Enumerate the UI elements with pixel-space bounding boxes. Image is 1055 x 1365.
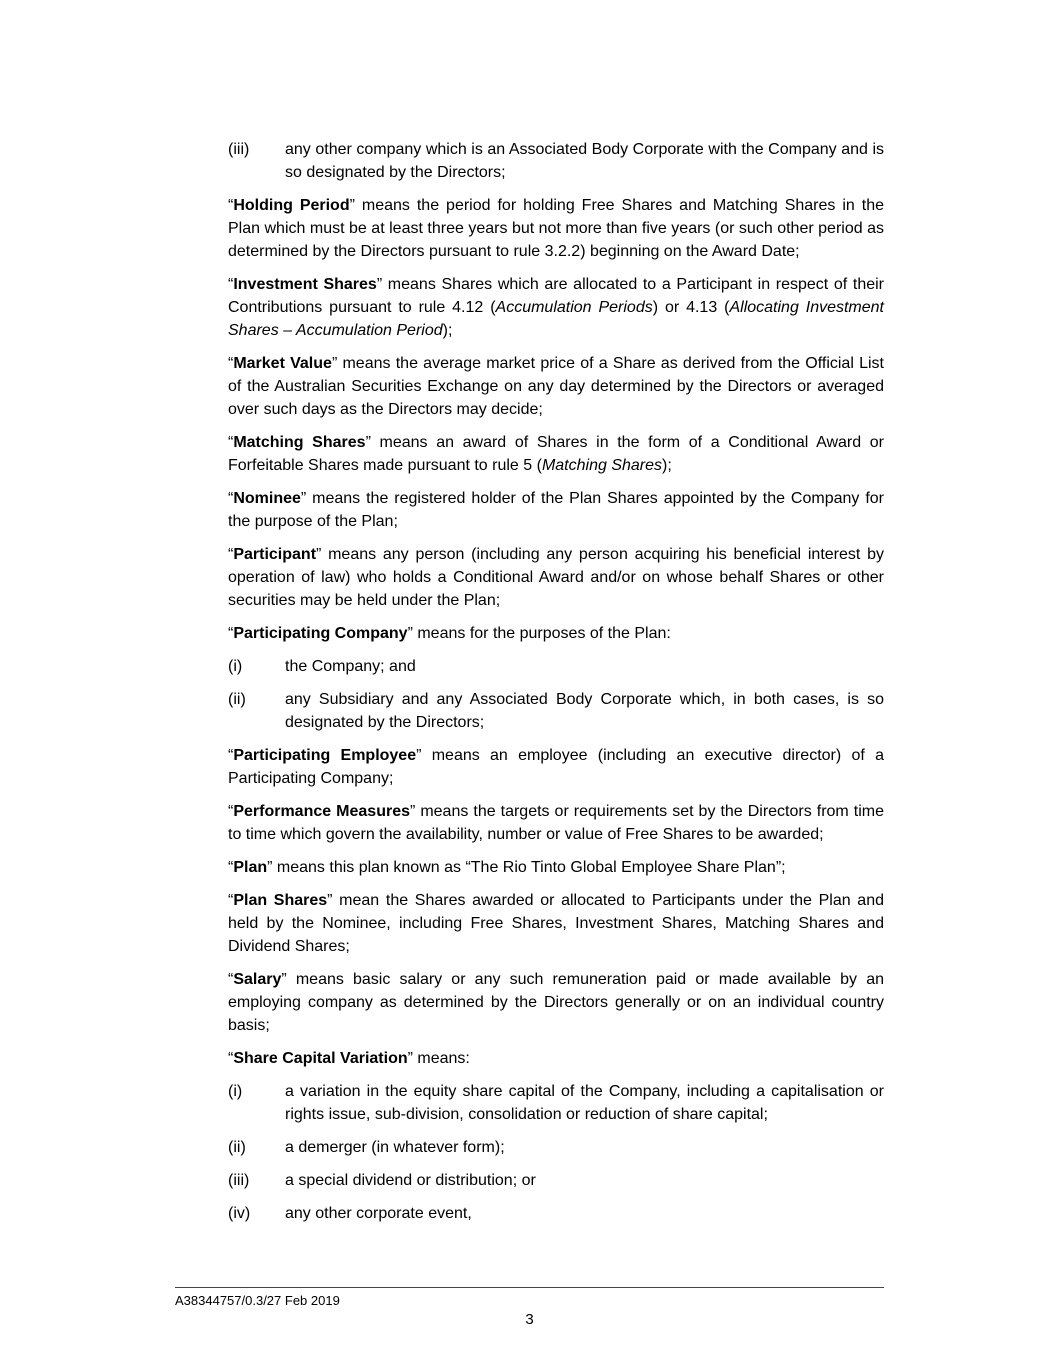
body-text: ” means this plan known as “The Rio Tinto Global Employee Share Plan”; bbox=[267, 859, 786, 876]
body-text: ” means for the purposes of the Plan: bbox=[407, 625, 671, 642]
list-item bbox=[228, 688, 884, 734]
defined-term: Matching Shares bbox=[233, 434, 366, 451]
definition-paragraph bbox=[228, 622, 884, 645]
body-text: the Company; and bbox=[285, 658, 416, 675]
body-text: “ bbox=[228, 747, 234, 764]
list-marker: (iii) bbox=[228, 141, 250, 158]
defined-term: Plan bbox=[233, 859, 268, 876]
body-text: “ bbox=[228, 546, 234, 563]
definition-paragraph bbox=[228, 744, 884, 790]
body-text: “ bbox=[228, 490, 234, 507]
defined-term: Plan Shares bbox=[233, 892, 328, 909]
body-text: ” means the average market price of a Share as derived from the Official List of the Australian Securities Exchange on any day determined by the Directors or averaged over such days as the Directors may decide; bbox=[228, 355, 885, 418]
body-text: a demerger (in whatever form); bbox=[285, 1139, 505, 1156]
body-text: ); bbox=[442, 322, 453, 339]
list-marker: (i) bbox=[228, 658, 243, 675]
definition-paragraph bbox=[228, 487, 884, 533]
definition-paragraph bbox=[228, 352, 884, 421]
body-text: ” means: bbox=[407, 1050, 470, 1067]
defined-term: Salary bbox=[233, 971, 282, 988]
defined-term: Participating Company bbox=[233, 625, 408, 642]
document-footer bbox=[175, 1287, 884, 1328]
definition-paragraph bbox=[228, 431, 884, 477]
body-text: ” means the registered holder of the Plan Shares appointed by the Company for the purpose of the Plan; bbox=[228, 490, 884, 530]
definition-paragraph bbox=[228, 1047, 884, 1070]
list-marker: (iv) bbox=[228, 1205, 251, 1222]
body-text: “ bbox=[228, 859, 234, 876]
defined-term: Investment Shares bbox=[233, 276, 377, 293]
definition-paragraph bbox=[228, 800, 884, 846]
list-item bbox=[228, 1136, 884, 1159]
definition-paragraph bbox=[228, 194, 884, 263]
body-text: ” means the targets or requirements set by the Directors from time to time which govern the availability, number or value of Free Shares to be awarded; bbox=[228, 803, 884, 843]
body-text: ” means an employee (including an executive director) of a Participating Company; bbox=[228, 747, 885, 787]
definition-paragraph bbox=[228, 543, 884, 612]
body-text: “ bbox=[228, 1050, 234, 1067]
page-number: 3 bbox=[525, 1311, 534, 1328]
document-reference: A38344757/0.3/27 Feb 2019 bbox=[175, 1293, 340, 1308]
document-body bbox=[228, 138, 884, 1235]
definition-paragraph bbox=[228, 968, 884, 1037]
list-marker: (iii) bbox=[228, 1172, 250, 1189]
italic-reference: Accumulation Periods bbox=[495, 299, 653, 316]
body-text: “ bbox=[228, 892, 234, 909]
italic-reference: Matching Shares bbox=[541, 457, 663, 474]
list-marker: (i) bbox=[228, 1083, 243, 1100]
body-text: ” means Shares which are allocated to a Participant in respect of their Contributions pursuant to rule 4.12 ( bbox=[228, 276, 885, 316]
list-marker: (ii) bbox=[228, 1139, 246, 1156]
list-item bbox=[228, 655, 884, 678]
list-marker: (ii) bbox=[228, 691, 246, 708]
body-text: “ bbox=[228, 355, 234, 372]
body-text: a special dividend or distribution; or bbox=[285, 1172, 536, 1189]
definition-paragraph bbox=[228, 273, 884, 342]
defined-term: Nominee bbox=[233, 490, 301, 507]
defined-term: Participant bbox=[233, 546, 317, 563]
italic-reference: Allocating Investment Shares – Accumulation Period bbox=[228, 299, 885, 339]
list-item bbox=[228, 1169, 884, 1192]
body-text: “ bbox=[228, 276, 234, 293]
body-text: a variation in the equity share capital of the Company, including a capitalisation or rights issue, sub-division, consolidation or reduction of share capital; bbox=[285, 1083, 884, 1123]
body-text: ” means an award of Shares in the form of a Conditional Award or Forfeitable Shares made pursuant to rule 5 ( bbox=[228, 434, 885, 474]
definition-paragraph bbox=[228, 889, 884, 958]
definition-paragraph bbox=[228, 856, 884, 879]
body-text: ” means any person (including any person acquiring his beneficial interest by operation of law) who holds a Conditional Award and/or on whose behalf Shares or other securities may be held under the Plan; bbox=[228, 546, 884, 609]
defined-term: Performance Measures bbox=[233, 803, 410, 820]
list-item bbox=[228, 1080, 884, 1126]
body-text: ) or 4.13 ( bbox=[652, 299, 730, 316]
defined-term: Share Capital Variation bbox=[233, 1050, 408, 1067]
body-text: any Subsidiary and any Associated Body Corporate which, in both cases, is so designated by the Directors; bbox=[285, 691, 884, 731]
body-text: “ bbox=[228, 803, 234, 820]
body-text: ); bbox=[662, 457, 672, 474]
body-text: ” means basic salary or any such remuneration paid or made available by an employing company as determined by the Directors generally or on an individual country basis; bbox=[228, 971, 884, 1034]
body-text: any other company which is an Associated Body Corporate with the Company and is so designated by the Directors; bbox=[285, 141, 884, 181]
list-item bbox=[228, 1202, 884, 1225]
body-text: “ bbox=[228, 971, 234, 988]
defined-term: Holding Period bbox=[233, 197, 350, 214]
body-text: “ bbox=[228, 197, 234, 214]
body-text: ” means the period for holding Free Shares and Matching Shares in the Plan which must be at least three years but not more than five years (or such other period as determined by the Directors pursuant to rule 3.2.2) beginning on the Award Date; bbox=[228, 197, 884, 260]
list-item bbox=[228, 138, 884, 184]
defined-term: Market Value bbox=[233, 355, 332, 372]
body-text: “ bbox=[228, 625, 234, 642]
body-text: any other corporate event, bbox=[285, 1205, 472, 1222]
body-text: “ bbox=[228, 434, 234, 451]
defined-term: Participating Employee bbox=[233, 747, 417, 764]
body-text: ” mean the Shares awarded or allocated to Participants under the Plan and held by the Nominee, including Free Shares, Investment Shares, Matching Shares and Dividend Shares; bbox=[228, 892, 884, 955]
